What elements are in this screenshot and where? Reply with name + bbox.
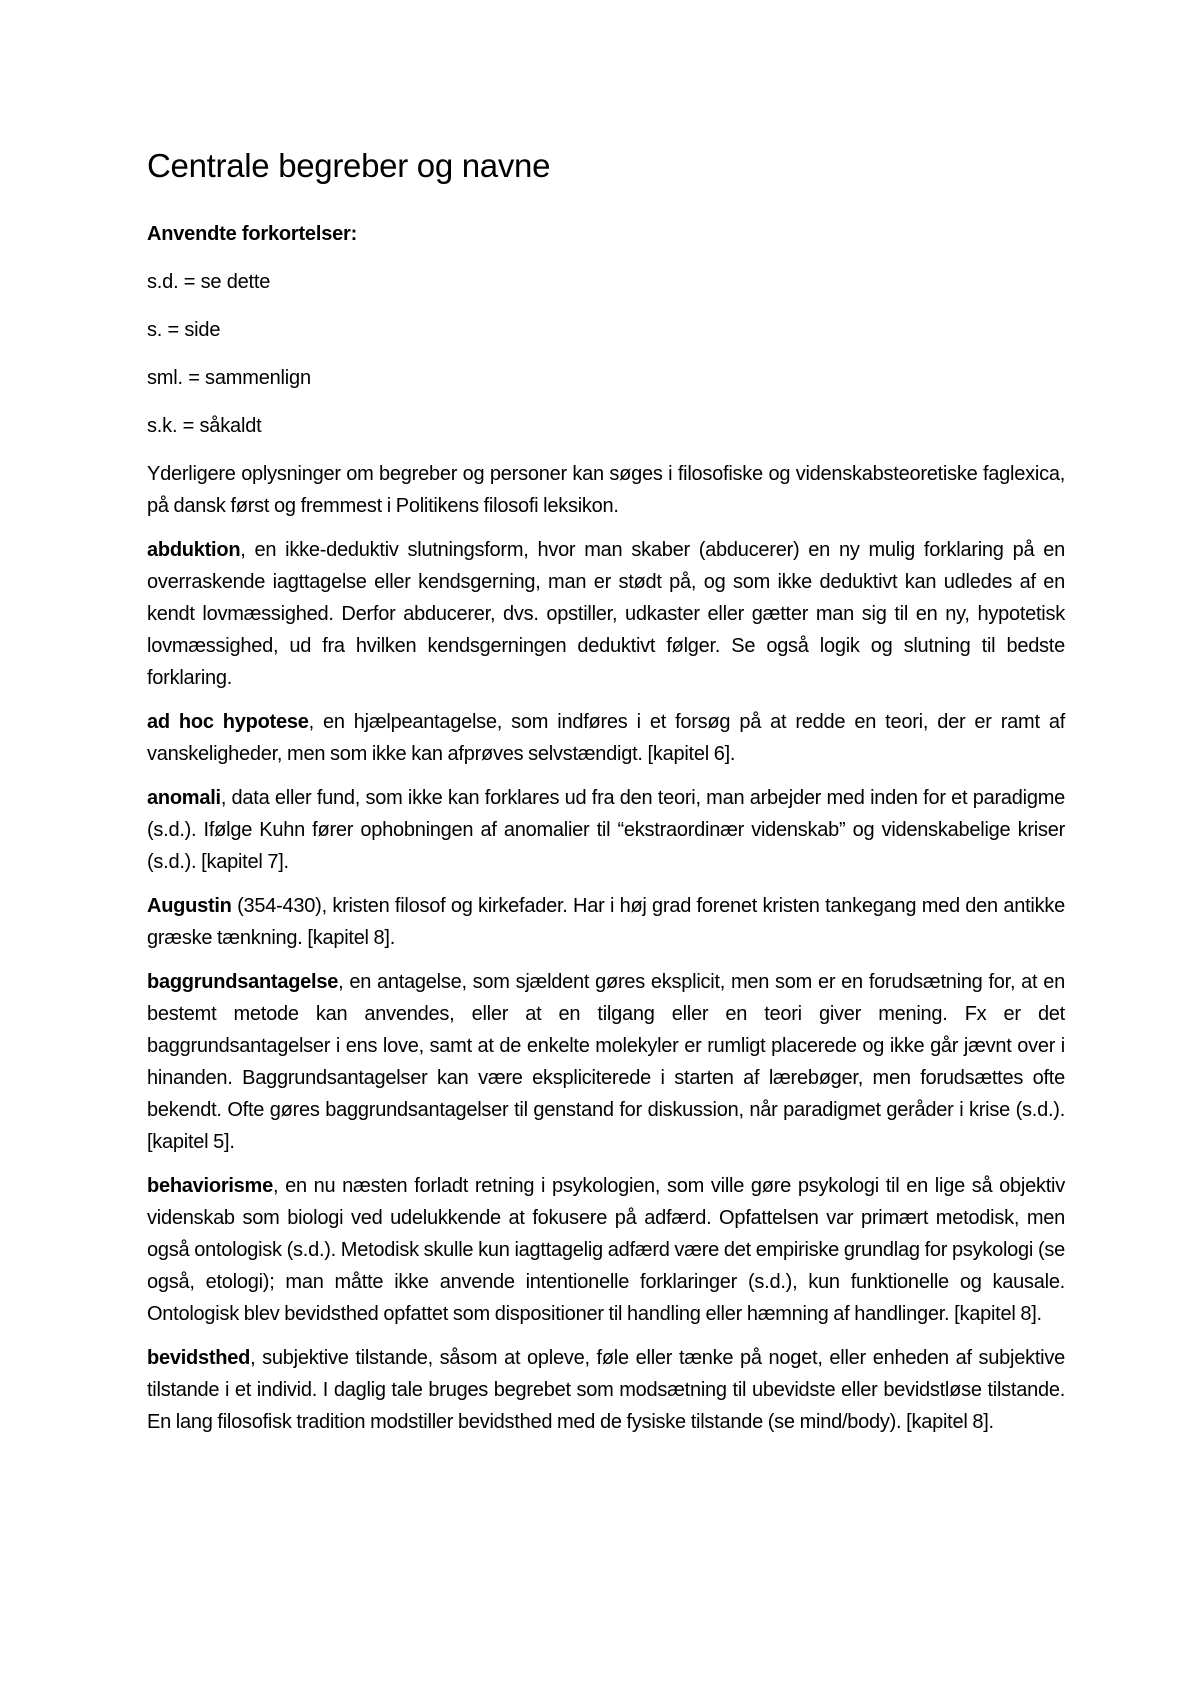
abbreviation-item: s.k. = såkaldt [147,415,262,437]
entry-behaviorisme [147,1170,1065,1330]
entry-definition: (354-430), kristen filosof og kirkefader. Har i høj grad forenet kristen tankegang med den antikke græske tænkning. [kapitel 8]. [147,895,1065,949]
entry-term: abduktion [147,539,241,561]
abbreviation-item: s.d. = se dette [147,271,271,293]
entry-bevidsthed [147,1342,1065,1438]
entry-definition: , en hjælpeantagelse, som indføres i et forsøg på at redde en teori, der er ramt af vanskeligheder, men som ikke kan afprøves selvstændigt. [kapitel 6]. [147,711,1066,765]
entry-ad-hoc-hypotese [147,706,1065,770]
entry-term: anomali [147,787,221,809]
abbreviation-item: s. = side [147,319,221,341]
page-title: Centrale begreber og navne [147,147,551,184]
entry-definition: , en nu næsten forladt retning i psykologien, som ville gøre psykologi til en lige så objektiv videnskab som biologi ved udelukkende at fokusere på adfærd. Opfattelsen var primært metodisk, men også ontologisk (s.d.). Metodisk skulle kun iagttagelig adfærd være det empiriske grundlag for psykologi (se også, etologi); man måtte ikke anvende intentionelle forklaringer (s.d.), kun funktionelle og kausale. Ontologisk blev bevidsthed opfattet som dispositioner til handling eller hæmning af handlinger. [kapitel 8]. [147,1175,1065,1325]
entry-definition: , data eller fund, som ikke kan forklares ud fra den teori, man arbejder med inden for et paradigme (s.d.). Ifølge Kuhn fører ophobningen af anomalier til “ekstraordinær videnskab” og videnskabelige kriser (s.d.). [kapitel 7]. [147,787,1065,873]
entry-definition: , en antagelse, som sjældent gøres eksplicit, men som er en forudsætning for, at en bestemt metode kan anvendes, eller at en tilgang eller en teori giver mening. Fx er det baggrundsantagelser i ens love, samt at de enkelte molekyler er rumligt placerede og ikke går jævnt over i hinanden. Baggrundsantagelser kan være ekspliciterede i starten af lærebøger, men forudsættes ofte bekendt. Ofte gøres baggrundsantagelser til genstand for diskussion, når paradigmet geråder i krise (s.d.). [kapitel 5]. [147,971,1065,1153]
entry-term: bevidsthed [147,1347,251,1369]
entry-definition: , subjektive tilstande, såsom at opleve, føle eller tænke på noget, eller enheden af subjektive tilstande i et individ. I daglig tale bruges begrebet som modsætning til ubevidste eller bevidstløse tilstande. En lang filosofisk tradition modstiller bevidsthed med de fysiske tilstande (se mind/body). [kapitel 8]. [147,1347,1065,1433]
entry-term: behaviorisme [147,1175,273,1197]
abbreviations-heading: Anvendte forkortelser: [147,223,358,245]
entry-term: ad hoc hypotese [147,711,309,733]
entry-abduktion [147,534,1065,694]
entry-term: Augustin [147,895,232,917]
entry-anomali [147,782,1065,878]
abbreviation-item: sml. = sammenlign [147,367,311,389]
entry-baggrundsantagelse [147,966,1065,1158]
entry-augustin [147,890,1065,954]
entry-term: baggrundsantagelse [147,971,339,993]
entry-definition: , en ikke-deduktiv slutningsform, hvor man skaber (abducerer) en ny mulig forklaring på en overraskende iagttagelse eller kendsgerning, man er stødt på, og som ikke deduktivt kan udledes af en kendt lovmæssighed. Derfor abducerer, dvs. opstiller, udkaster eller gætter man sig til en ny, hypotetisk lovmæssighed, ud fra hvilken kendsgerningen deduktivt følger. Se også logik og slutning til bedste forklaring. [147,539,1065,689]
document-page [147,146,1065,1450]
intro-paragraph: Yderligere oplysninger om begreber og personer kan søges i filosofiske og videnskabsteoretiske faglexica, på dansk først og fremmest i Politikens filosofi leksikon. [147,463,1065,517]
